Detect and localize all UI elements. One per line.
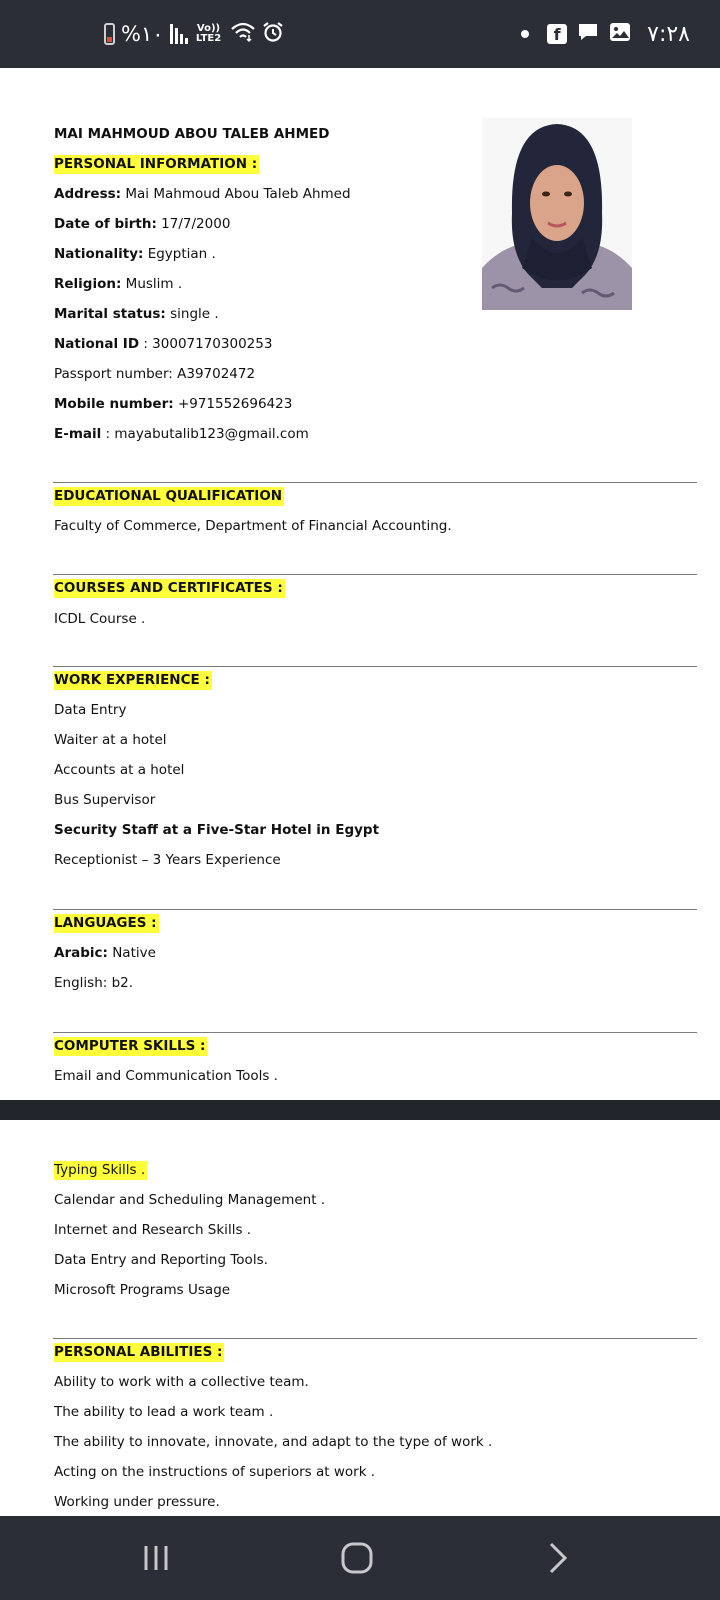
section-divider [53, 1032, 697, 1033]
chevron-right-icon [546, 1541, 570, 1575]
computer-skills-heading: COMPUTER SKILLS : [54, 1038, 206, 1054]
ability-item: Working under pressure. [54, 1494, 220, 1510]
abilities-heading: PERSONAL ABILITIES : [54, 1344, 223, 1360]
page-break [0, 1100, 720, 1120]
section-divider [53, 909, 697, 910]
volte-icon: Vo)) LTE2 [195, 23, 222, 44]
profile-photo [482, 118, 632, 310]
section-divider [53, 1338, 697, 1339]
computer-skill-item: Data Entry and Reporting Tools. [54, 1252, 268, 1268]
section-divider [53, 574, 697, 575]
arabic-line: Arabic: Native [54, 945, 156, 961]
cv-name: MAI MAHMOUD ABOU TALEB AHMED [54, 126, 330, 142]
wifi-icon [230, 21, 256, 48]
computer-skill-item: Calendar and Scheduling Management . [54, 1192, 326, 1208]
recent-apps-icon [141, 1543, 171, 1573]
status-right [521, 0, 690, 68]
clock-time: ٧:٢٨ [647, 21, 690, 47]
national-id-line: National ID : 30007170300253 [54, 336, 273, 352]
section-divider [53, 482, 697, 483]
email-line: E-mail : mayabutalib123@gmail.com [54, 426, 309, 442]
ability-item: The ability to lead a work team . [54, 1404, 274, 1420]
languages-heading: LANGUAGES : [54, 915, 157, 931]
computer-skill-item: Typing Skills . [54, 1162, 146, 1178]
education-text: Faculty of Commerce, Department of Financial Accounting. [54, 518, 452, 534]
english-line: English: b2. [54, 975, 134, 991]
battery-icon [104, 23, 115, 45]
work-item: Bus Supervisor [54, 792, 156, 808]
status-bar [0, 0, 720, 68]
message-icon [577, 21, 599, 48]
recent-apps-button[interactable] [126, 1534, 186, 1582]
document-page-1 [0, 68, 720, 1100]
courses-text: ICDL Course . [54, 611, 146, 627]
home-icon [340, 1541, 374, 1575]
computer-skill-item: Email and Communication Tools . [54, 1068, 278, 1084]
navigation-bar [0, 1516, 720, 1600]
gallery-icon [609, 21, 631, 48]
dob-line: Date of birth: 17/7/2000 [54, 216, 231, 232]
ability-item: Acting on the instructions of superiors at work . [54, 1464, 376, 1480]
forward-button[interactable] [528, 1534, 588, 1582]
dot-icon [521, 30, 529, 38]
computer-skill-item: Internet and Research Skills . [54, 1222, 252, 1238]
status-left [104, 0, 284, 68]
work-item: Waiter at a hotel [54, 732, 167, 748]
marital-line: Marital status: single . [54, 306, 219, 322]
education-heading: EDUCATIONAL QUALIFICATION [54, 488, 283, 504]
work-item: Data Entry [54, 702, 127, 718]
passport-line: Passport number: A39702472 [54, 366, 256, 382]
work-item: Accounts at a hotel [54, 762, 185, 778]
alarm-icon [262, 21, 284, 48]
section-divider [53, 666, 697, 667]
facebook-icon: f [547, 24, 567, 44]
nationality-line: Nationality: Egyptian . [54, 246, 216, 262]
religion-line: Religion: Muslim . [54, 276, 183, 292]
address-line: Address: Mai Mahmoud Abou Taleb Ahmed [54, 186, 351, 202]
signal-icon [170, 24, 188, 44]
personal-info-heading: PERSONAL INFORMATION : [54, 156, 258, 172]
ability-item: Ability to work with a collective team. [54, 1374, 309, 1390]
computer-skill-item: Microsoft Programs Usage [54, 1282, 231, 1298]
courses-heading: COURSES AND CERTIFICATES : [54, 580, 283, 596]
work-item: Security Staff at a Five-Star Hotel in Egypt [54, 822, 380, 838]
work-heading: WORK EXPERIENCE : [54, 672, 210, 688]
work-item: Receptionist – 3 Years Experience [54, 852, 281, 868]
mobile-line: Mobile number: +971552696423 [54, 396, 293, 412]
battery-percent: %١٠ [121, 22, 164, 46]
home-button[interactable] [327, 1534, 387, 1582]
ability-item: The ability to innovate, innovate, and adapt to the type of work . [54, 1434, 493, 1450]
document-page-2 [0, 1120, 720, 1516]
